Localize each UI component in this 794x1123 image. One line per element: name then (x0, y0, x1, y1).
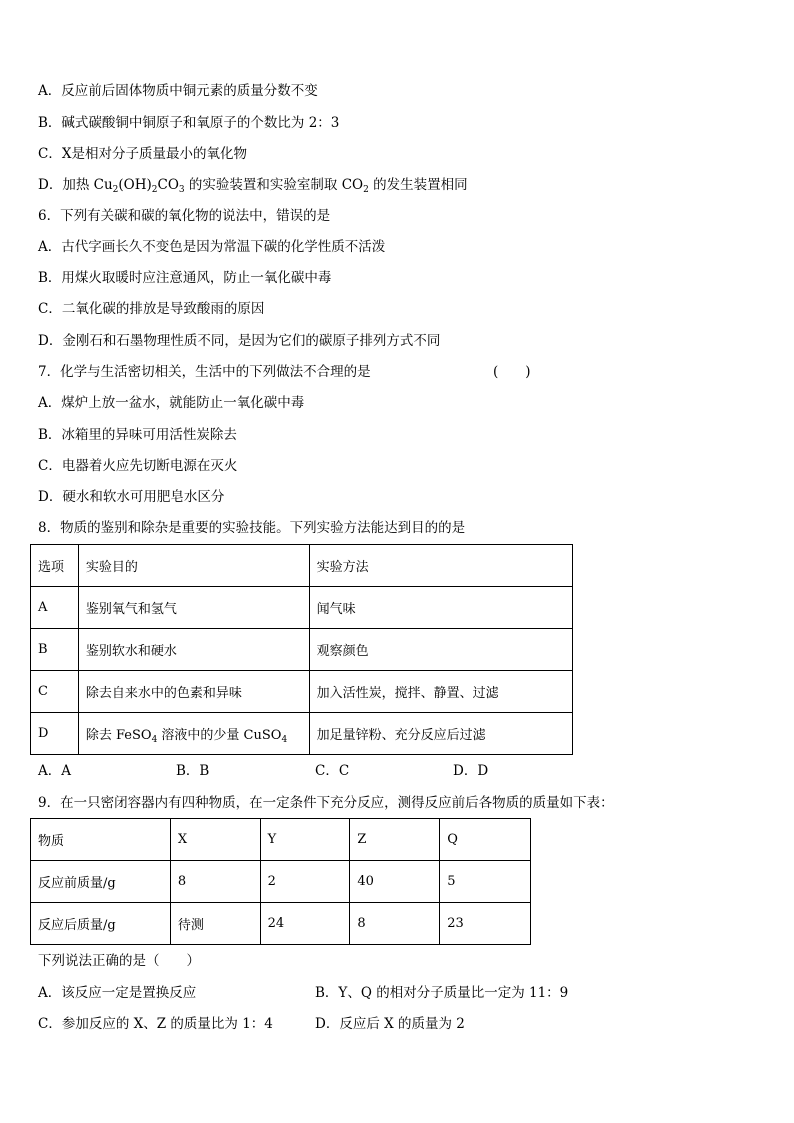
q8-cell: C (31, 671, 79, 713)
q8-d-goal-a-sub: 4 (151, 735, 158, 745)
q9-cell: 8 (170, 861, 260, 903)
q8-cell: 加入活性炭，搅拌、静置、过滤 (309, 671, 572, 713)
q5-d-co2-sub: 2 (363, 185, 369, 195)
table-row (31, 629, 573, 671)
q8-cell (78, 713, 309, 755)
q6-option-d: D．金刚石和石墨物理性质不同，是因为它们的碳原子排列方式不同 (38, 333, 441, 349)
q5-option-c: C．X是相对分子质量最小的氧化物 (38, 146, 247, 162)
q9-option-a: A．该反应一定是置换反应 (38, 985, 197, 1001)
q5-d-cu-sub: 2 (112, 185, 119, 195)
q7-option-c: C．电器着火应先切断电源在灭火 (38, 458, 238, 474)
q5-option-a: A．反应前后固体物质中铜元素的质量分数不变 (38, 83, 318, 99)
q9-cell: Z (350, 819, 440, 861)
q8-cell: 闻气味 (309, 587, 572, 629)
q7-option-b: B．冰箱里的异味可用活性炭除去 (38, 427, 237, 443)
q8-header-cell: 实验目的 (78, 545, 309, 587)
q8-cell: 观察颜色 (309, 629, 572, 671)
q9-cell: 8 (350, 903, 440, 945)
table-row (31, 861, 531, 903)
q9-option-b: B．Y、Q 的相对分子质量比一定为 11：9 (315, 985, 569, 1001)
q7-stem: 7．化学与生活密切相关，生活中的下列做法不合理的是 (38, 364, 371, 380)
q8-cell: 加足量锌粉、充分反应后过滤 (309, 713, 572, 755)
q9-cell: 反应后质量/g (31, 903, 171, 945)
q8-cell: B (31, 629, 79, 671)
q9-stem: 9．在一只密闭容器内有四种物质，在一定条件下充分反应，测得反应前后各物质的质量如下表： (38, 795, 614, 811)
table-row (31, 713, 573, 755)
q8-d-goal-b-sub: 4 (281, 735, 288, 745)
q5-d-suffix: 的发生装置相同 (368, 177, 468, 193)
q5-option-b: B．碱式碳酸铜中铜原子和氧原子的个数比为 2：3 (38, 115, 340, 131)
q5-option-d (38, 175, 468, 195)
q9-cell: 5 (440, 861, 531, 903)
q8-d-goal-a: 除去 FeSO (85, 728, 152, 743)
q8-answer-c: C．C (315, 763, 350, 779)
q8-answer-d: D．D (453, 763, 489, 779)
q8-answer-b: B．B (176, 763, 210, 779)
q5-d-mid: 的实验装置和实验室制取 CO (184, 177, 364, 193)
q7-answer-blank: ( ) (493, 364, 531, 380)
q8-cell: 除去自来水中的色素和异味 (78, 671, 309, 713)
q9-cell: X (170, 819, 260, 861)
q8-header-cell: 选项 (31, 545, 79, 587)
q8-cell: 鉴别软水和硬水 (78, 629, 309, 671)
q9-cell: Q (440, 819, 531, 861)
q6-option-a: A．古代字画长久不变色是因为常温下碳的化学性质不活泼 (38, 239, 386, 255)
q8-cell: D (31, 713, 79, 755)
q5-d-prefix: D．加热 Cu (38, 177, 113, 193)
q8-answer-a: A．A (38, 763, 71, 779)
q5-d-oh-sub: 2 (151, 185, 158, 195)
q9-cell: 40 (350, 861, 440, 903)
table-row (31, 903, 531, 945)
q5-d-co3-sub: 3 (178, 185, 185, 195)
q7-option-a: A．煤炉上放一盆水，就能防止一氧化碳中毒 (38, 395, 305, 411)
q8-table (30, 544, 573, 755)
q6-stem: 6．下列有关碳和碳的氧化物的说法中，错误的是 (38, 208, 331, 224)
q9-table (30, 818, 531, 945)
q9-cell: 24 (260, 903, 350, 945)
table-row (31, 587, 573, 629)
q9-cell: 待测 (170, 903, 260, 945)
q9-option-c: C．参加反应的 X、Z 的质量比为 1：4 (38, 1016, 273, 1032)
q5-d-co3: CO (157, 177, 179, 193)
q9-cell: 23 (440, 903, 531, 945)
q8-header-cell: 实验方法 (309, 545, 572, 587)
q9-cell: Y (260, 819, 350, 861)
q8-cell: A (31, 587, 79, 629)
q8-d-goal-b: 溶液中的少量 CuSO (157, 728, 282, 743)
q9-cell: 物质 (31, 819, 171, 861)
table-row (31, 671, 573, 713)
q9-prompt: 下列说法正确的是（ ） (38, 953, 200, 969)
q8-cell: 鉴别氧气和氢气 (78, 587, 309, 629)
q9-cell: 反应前质量/g (31, 861, 171, 903)
q7-option-d: D．硬水和软水可用肥皂水区分 (38, 489, 225, 505)
q8-stem: 8．物质的鉴别和除杂是重要的实验技能。下列实验方法能达到目的的是 (38, 520, 466, 536)
q8-header-row (31, 545, 573, 587)
q6-option-b: B．用煤火取暖时应注意通风，防止一氧化碳中毒 (38, 270, 332, 286)
q9-option-d: D．反应后 X 的质量为 2 (315, 1016, 465, 1032)
q6-option-c: C．二氧化碳的排放是导致酸雨的原因 (38, 301, 265, 317)
q5-d-oh: (OH) (118, 177, 152, 193)
table-row (31, 819, 531, 861)
q9-cell: 2 (260, 861, 350, 903)
